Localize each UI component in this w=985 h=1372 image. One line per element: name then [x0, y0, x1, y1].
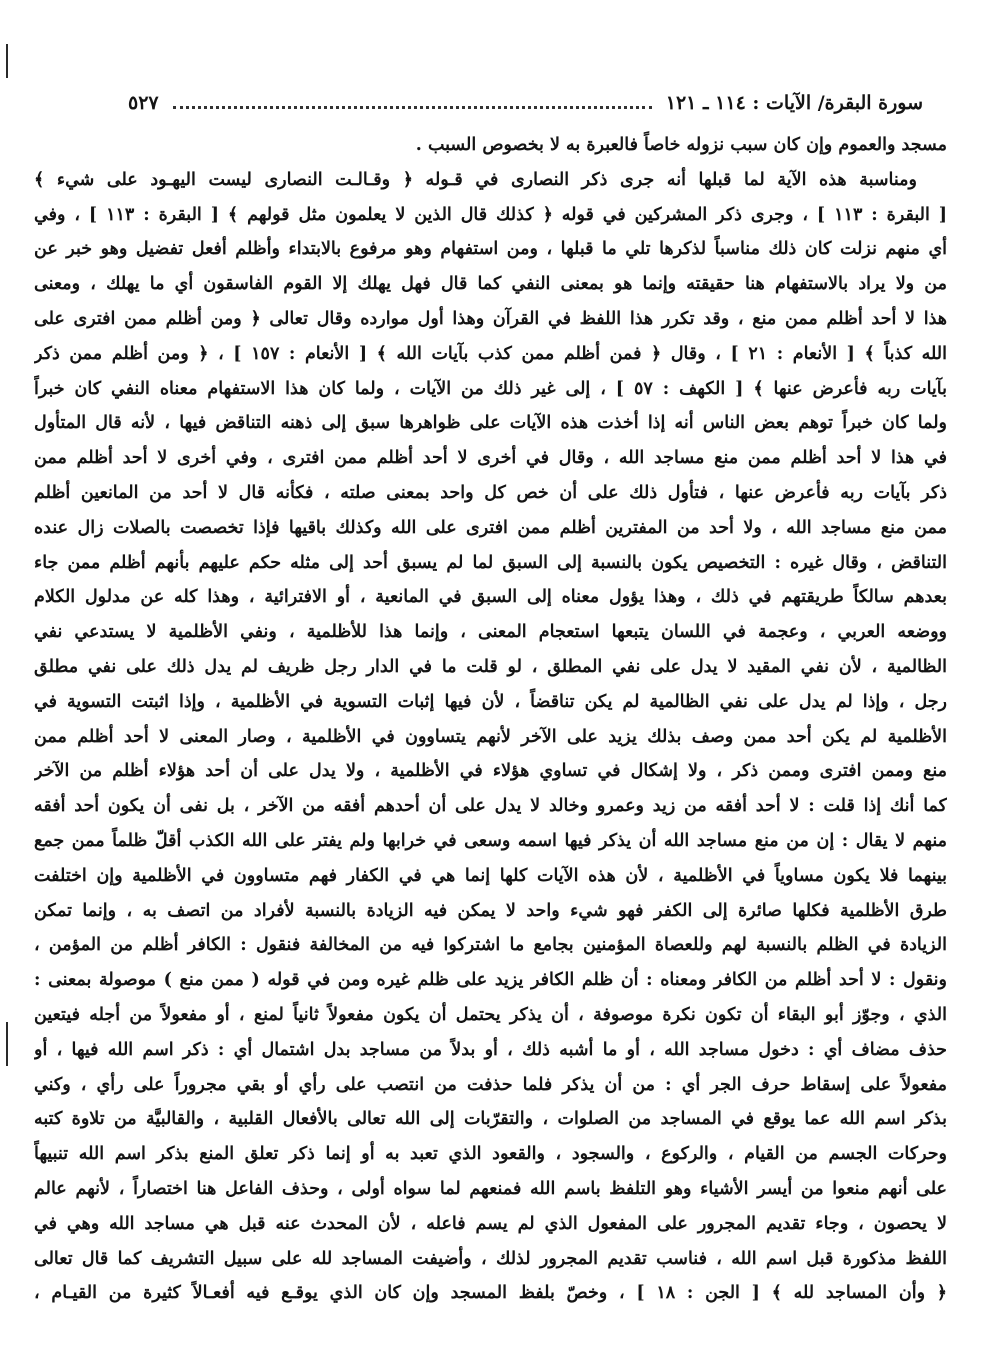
- text-line: ممن منع مساجد الله ، ولا أحد من المفترين أظلم ممن افترى على الله وكذلك باقيها فإذا تخصصت بالصلات زال عنده: [34, 517, 947, 538]
- text-line: هذا لا أحد أظلم ممن منع ، وقد تكرر هذا اللفظ في القرآن وهذا أول موارده وقال تعالى ﴿ ومن أظلم ممن افترى على: [34, 308, 947, 329]
- text-line: ووضعه العربي ، وعجمة في اللسان يتبعها استعجام المعنى ، وإنما هذا للأظلمية ، ونفي الأظلمية لا يستدعي نفي: [34, 622, 947, 643]
- text-line: كما أنك إذا قلت : لا أحد أفقه من زيد وعمرو وخالد لا يدل على أن أحدهم أفقه من الآخر ، بل نفى أن يكون أحد أفقه: [34, 796, 947, 817]
- text-line: التناقض ، وقال غيره : التخصيص يكون بالنسبة إلى السبق لما لم يسبق أحد إلى مثله حكم عليهم بأنهم أظلم ممن جاء: [34, 552, 947, 573]
- text-line: منهم لا يقال : إن من منع مساجد الله أن يذكر فيها اسمه وسعى في خرابها ولم يفتر على الله الكذب أقلّ ظلماً ممن جمع: [34, 830, 947, 851]
- page-number: ٥٢٧: [128, 92, 159, 114]
- text-line: أي منهم نزلت كان ذلك مناسباً لذكرها تلي ما قبلها ، ومن استفهام وهو مرفوع بالابتداء وأظلم أفعل تفضيل وهو خبر عن: [34, 239, 947, 260]
- text-line: الظالمية ، لأن نفي المقيد لا يدل على نفي المطلق ، لو قلت ما في الدار رجل ظريف لم يدل ذلك على نفي مطلق: [34, 656, 947, 677]
- running-title: سورة البقرة/ الآيات : ١١٤ ـ ١٢١: [665, 92, 923, 114]
- text-line: الأظلمية لم يكن أحد ممن وصف بذلك يزيد على الآخر لأنهم يتساوون في الأظلمية ، وصار المعنى لا أحد أظلم ممن: [34, 726, 947, 747]
- text-line: بينهما فلا يكون مساوياً في الأظلمية ، لأن هذه الآيات كلها إنما هي في الكفار فهم متساوون في الأظلمية وإن اختلفت: [34, 865, 947, 886]
- text-line: [ البقرة : ١١٣ ] ، وجرى ذكر المشركين في قوله ﴿ كذلك قال الذين لا يعلمون مثل قولهم ﴾ [ البقرة : ١١٣ ] ، وفي: [34, 204, 947, 225]
- text-line: بذكر اسم الله عما يوقع في المساجد من الصلوات ، والتقرّبات إلى الله تعالى بالأفعال القلبية ، والقالبيَّة من تلاوة كتبه: [34, 1109, 947, 1130]
- text-line: الزيادة في الظلم بالنسبة لهم وللعصاة المؤمنين بجامع ما اشتركوا فيه من المخالفة فنقول : الكافر أظلم من المؤمن ،: [34, 935, 947, 956]
- text-line: من ولا يراد بالاستفهام هنا حقيقته وإنما هو بمعنى النفي كما قال فهل يهلك إلا القوم الفاسقون أي ما يهلك ، ومعنى: [34, 274, 947, 295]
- text-line: منع وممن افترى وممن ذكر ، ولا إشكال في تساوي هؤلاء في الأظلمية ، ولا يدل على أن أحد هؤلاء أظلم من الآخر: [34, 761, 947, 782]
- text-line: حذف مضاف أي : دخول مساجد الله ، أو ما أشبه ذلك ، أو بدلاً من مساجد بدل اشتمال أي : ذكر اسم الله فيها ، أو: [34, 1039, 947, 1060]
- text-line: ومناسبة هذه الآية لما قبلها أنه جرى ذكر النصارى في قـوله ﴿ وقـالـت النصارى ليست اليهـود على شيء ﴾: [34, 169, 917, 190]
- text-line: بآيات ربه فأعرض عنها ﴾ [ الكهف : ٥٧ ] ، إلى غير ذلك من الآيات ، ولما كان هذا الاستفهام معناه النفي كان خبراً: [34, 378, 947, 399]
- text-line: مفعولاً على إسقاط حرف الجر أي : من أن يذكر فلما حذفت من انتصب على رأي أو بقي مجروراً على رأي ، وكني: [34, 1074, 947, 1095]
- text-line: لا يحصون ، وجاء تقديم المجرور على المفعول الذي لم يسم فاعله ، لأن المحدث عنه قبل هي مساجد الله وهي في: [34, 1213, 947, 1234]
- text-line: مسجد والعموم وإن كان سبب نزوله خاصاً فالعبرة به لا بخصوص السبب .: [415, 135, 947, 155]
- text-line: ﴿ وأن المساجد لله ﴾ [ الجن : ١٨ ] ، وخصّ بلفظ المسجد وإن كان الذي يوقـع فيه أفعـالاً كثيرة من القيـام ،: [34, 1283, 947, 1304]
- text-line: طرق الأظلمية فكلها صائرة إلى الكفر فهو شيء واحد لا يمكن فيه الزيادة بالنسبة لأفراد من اتصف به ، وإنما تمكن: [34, 900, 947, 921]
- text-line: ولما كان خبراً توهم بعض الناس أنه إذا أخذت هذه الآيات على ظواهرها سبق إلى ذهنه التناقض فيها ، لأنه قال المتأول: [34, 413, 947, 434]
- text-line: على أنهم منعوا من أيسر الأشياء وهو التلفظ باسم الله فمنعهم لما سواه أولى ، وحذف الفاعل هنا اختصاراً ، لأنهم عالم: [34, 1178, 947, 1199]
- text-line: اللفظ مذكورة قبل اسم الله ، فناسب تقديم المجرور لذلك ، وأضيفت المساجد لله على سبيل التشريف كما قال تعالى: [34, 1248, 947, 1269]
- text-line: الذي ، وجوّز أبو البقاء أن تكون نكرة موصوفة ، أن يذكر يحتمل أن يكون مفعولاً ثانياً لمنع ، أو مفعولاً من أجله فيتعين: [34, 1004, 947, 1025]
- text-line: الله كذباً ﴾ [ الأنعام : ٢١ ] ، وقال ﴿ فمن أظلم ممن كذب بآيات الله ﴾ [ الأنعام : ١٥٧ ] ، ﴿ ومن أظلم ممن ذكر: [34, 343, 947, 364]
- text-line: بعدهم سالكاً طريقتهم في ذلك ، وهذا يؤول معناه إلى السبق في المانعية ، أو الافترائية ، وهذا كله عن مدلول الكلام: [34, 587, 947, 608]
- text-line: رجل ، وإذا لم يدل على نفي الظالمية لم يكن تناقضاً ، لأن فيها إثبات التسوية في الأظلمية ، وإذا اثبتت التسوية في: [34, 691, 947, 712]
- text-line: وحركات الجسم من القيام ، والركوع ، والسجود ، والقعود الذي تعبد به أو إنما ذكر تعلق المنع بذكر اسم الله تنبيهاً: [34, 1144, 947, 1165]
- header-dot-leader: [173, 106, 652, 109]
- page-header: [128, 88, 923, 118]
- text-line: في هذا لا أحد أظلم ممن منع مساجد الله ، وقال في أخرى لا أحد أظلم ممن افترى ، وفي أخرى لا أحد أظلم ممن: [34, 448, 947, 469]
- text-line: ونقول : لا أحد أظلم من الكافر ومعناه : أن ظلم الكافر يزيد على ظلم غيره ومن في قوله ( ممن منع ) موصولة بمعنى :: [34, 970, 947, 991]
- margin-bar-top: [6, 44, 8, 78]
- margin-bar-bottom: [6, 1022, 8, 1066]
- text-line: ذكر بآيات ربه فأعرض عنها ، فتأول ذلك على أن خص كل واحد بمعنى صلته ، فكأنه قال لا أحد من المانعين أظلم: [34, 482, 947, 503]
- body-text: [34, 128, 947, 1311]
